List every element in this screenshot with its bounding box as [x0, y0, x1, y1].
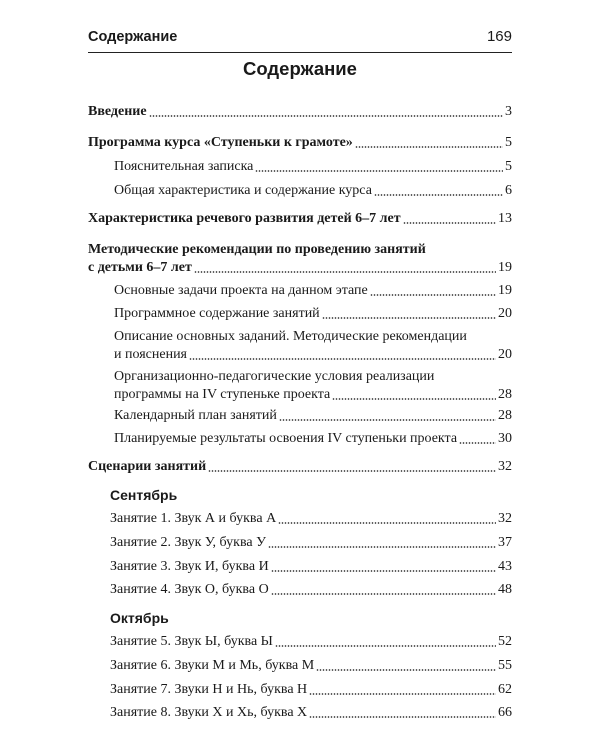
lesson-entry-5[interactable]: [110, 633, 512, 651]
lesson-title: Занятие 8. Звуки Х и Хь, буква Х: [110, 705, 308, 720]
toc-entry-planned-results[interactable]: [114, 430, 512, 448]
lesson-page: 48: [498, 582, 512, 597]
toc-entry-introduction[interactable]: [88, 103, 512, 121]
toc-entry-methodical-recommendations[interactable]: [88, 241, 512, 277]
toc-entry-program-content[interactable]: [114, 305, 512, 323]
lesson-entry-6[interactable]: [110, 657, 512, 675]
toc-entry-page: 20: [498, 306, 512, 321]
toc-entry-title-line2: и пояснения: [114, 347, 188, 362]
toc-entry-title: Основные задачи проекта на данном этапе: [114, 283, 368, 298]
lesson-page: 62: [498, 682, 512, 697]
lesson-title: Занятие 6. Звуки М и Мь, буква М: [110, 658, 315, 673]
toc-entry-course-overview[interactable]: [114, 182, 512, 200]
toc-entry-page: 3: [505, 104, 512, 119]
lesson-title: Занятие 7. Звуки Н и Нь, буква Н: [110, 682, 308, 697]
running-header: [88, 26, 512, 53]
toc-entry-page: 32: [498, 459, 512, 474]
toc-entry-lesson-scenarios[interactable]: [88, 458, 512, 476]
lesson-title: Занятие 4. Звук О, буква О: [110, 582, 269, 597]
toc-entry-organizational-conditions[interactable]: [114, 368, 512, 404]
lesson-title: Занятие 5. Звук Ы, буква Ы: [110, 634, 273, 649]
toc-entry-calendar-plan[interactable]: [114, 407, 512, 425]
lesson-page: 32: [498, 511, 512, 526]
running-title: Содержание: [88, 29, 178, 45]
toc-entry-speech-development[interactable]: [88, 210, 512, 228]
lesson-title: Занятие 2. Звук У, буква У: [110, 535, 267, 550]
toc-entry-title-line1: Описание основных заданий. Методические рекомендации: [114, 329, 467, 344]
toc-entry-explanatory-note[interactable]: [114, 158, 512, 176]
lesson-entry-3[interactable]: [110, 558, 512, 576]
toc-entry-title-line2: программы на IV ступеньке проекта: [114, 387, 331, 402]
toc-title: Содержание: [243, 58, 357, 79]
lesson-entry-1[interactable]: [110, 510, 512, 528]
lesson-entry-7[interactable]: [110, 681, 512, 699]
lesson-page: 37: [498, 535, 512, 550]
lesson-title: Занятие 3. Звук И, буква И: [110, 559, 269, 574]
toc-entry-page: 5: [505, 159, 512, 174]
toc-entry-tasks-description[interactable]: [114, 328, 512, 364]
toc-entry-program[interactable]: [88, 134, 512, 152]
toc-entry-title-line1: Методические рекомендации по проведению занятий: [88, 242, 426, 257]
toc-entry-page: 28: [498, 387, 512, 402]
toc-entry-title: Программное содержание занятий: [114, 306, 320, 321]
lesson-page: 52: [498, 634, 512, 649]
toc-entry-page: 19: [498, 283, 512, 298]
toc-entry-title: Введение: [88, 104, 147, 119]
toc-entry-title: Пояснительная записка: [114, 159, 254, 174]
toc-entry-page: 20: [498, 347, 512, 362]
lesson-entry-2[interactable]: [110, 534, 512, 552]
toc-entry-title: Календарный план занятий: [114, 408, 277, 423]
toc-entry-title-line1: Организационно-педагогические условия реализации: [114, 369, 435, 384]
toc-entry-page: 13: [498, 211, 512, 226]
toc-entry-title: Программа курса «Ступеньки к грамоте»: [88, 135, 353, 150]
lesson-entry-4[interactable]: [110, 581, 512, 599]
toc-entry-page: 30: [498, 431, 512, 446]
lesson-page: 43: [498, 559, 512, 574]
toc-entry-title: Сценарии занятий: [88, 459, 207, 474]
month-heading-september: Сентябрь: [110, 487, 178, 503]
toc-entry-title-line2: с детьми 6–7 лет: [88, 260, 192, 275]
page-number: 169: [486, 28, 512, 45]
toc-entry-page: 5: [505, 135, 512, 150]
toc-entry-page: 6: [505, 183, 512, 198]
lesson-page: 55: [498, 658, 512, 673]
toc-entry-page: 19: [498, 260, 512, 275]
month-heading-october: Октябрь: [110, 610, 169, 626]
toc-entry-title: Характеристика речевого развития детей 6–7 лет: [88, 211, 401, 226]
toc-entry-page: 28: [498, 408, 512, 423]
toc-entry-title: Планируемые результаты освоения IV ступеньки проекта: [114, 431, 458, 446]
lesson-page: 66: [498, 705, 512, 720]
lesson-title: Занятие 1. Звук А и буква А: [110, 511, 277, 526]
toc-entry-title: Общая характеристика и содержание курса: [114, 183, 372, 198]
toc-entry-main-tasks[interactable]: [114, 282, 512, 300]
lesson-entry-8[interactable]: [110, 704, 512, 722]
